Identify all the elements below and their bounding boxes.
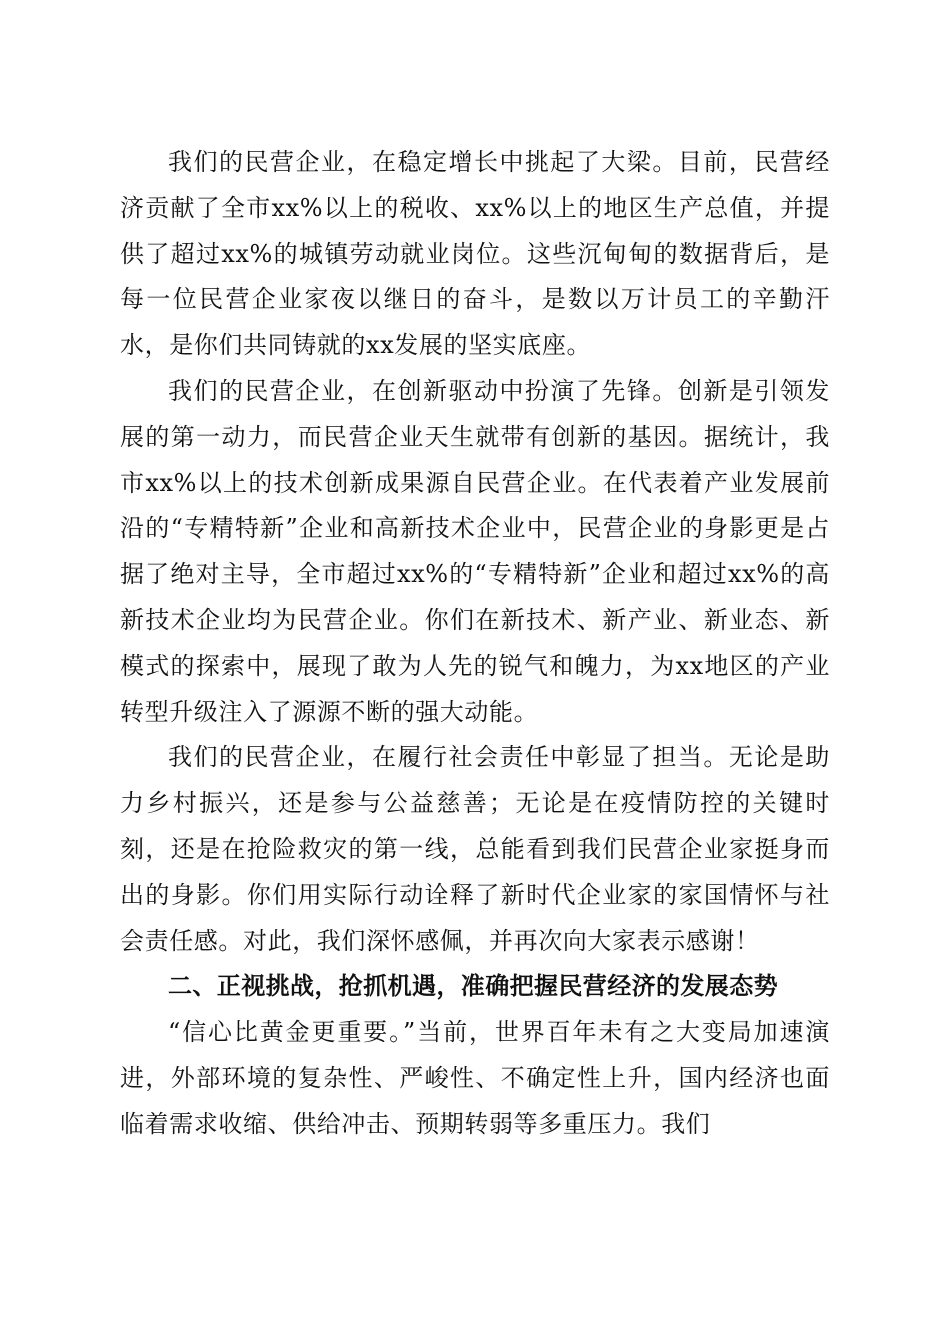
paragraph-stable-growth: 我们的民营企业，在稳定增长中挑起了大梁。目前，民营经济贡献了全市xx%以上的税收、xx%以上的地区生产总值，并提供了超过xx%的城镇劳动就业岗位。这些沉甸甸的数据背后，是每一位民营企业家夜以继日的奋斗，是数以万计员工的辛勤汗水，是你们共同铸就的xx发展的坚实底座。 [120, 148, 830, 360]
paragraph-innovation: 我们的民营企业，在创新驱动中扮演了先锋。创新是引领发展的第一动力，而民营企业天生就带有创新的基因。据统计，我市xx%以上的技术创新成果源自民营企业。在代表着产业发展前沿的“专精特新”企业和高新技术企业中，民营企业的身影更是占据了绝对主导，全市超过xx%的“专精特新”企业和超过xx%的高新技术企业均为民营企业。你们在新技术、新产业、新业态、新模式的探索中，展现了敢为人先的锐气和魄力，为xx地区的产业转型升级注入了源源不断的强大动能。 [120, 376, 830, 726]
document-body [120, 140, 830, 1148]
paragraph-confidence: “信心比黄金更重要。”当前，世界百年未有之大变局加速演进，外部环境的复杂性、严峻性、不确定性上升，国内经济也面临着需求收缩、供给冲击、预期转弱等多重压力。我们 [120, 1018, 830, 1138]
section-heading: 二、正视挑战，抢抓机遇，准确把握民营经济的发展态势 [168, 972, 778, 1001]
paragraph-social-responsibility: 我们的民营企业，在履行社会责任中彰显了担当。无论是助力乡村振兴，还是参与公益慈善；无论是在疫情防控的关键时刻，还是在抢险救灾的第一线，总能看到我们民营企业家挺身而出的身影。你们用实际行动诠释了新时代企业家的家国情怀与社会责任感。对此，我们深怀感佩，并再次向大家表示感谢！ [120, 743, 830, 955]
